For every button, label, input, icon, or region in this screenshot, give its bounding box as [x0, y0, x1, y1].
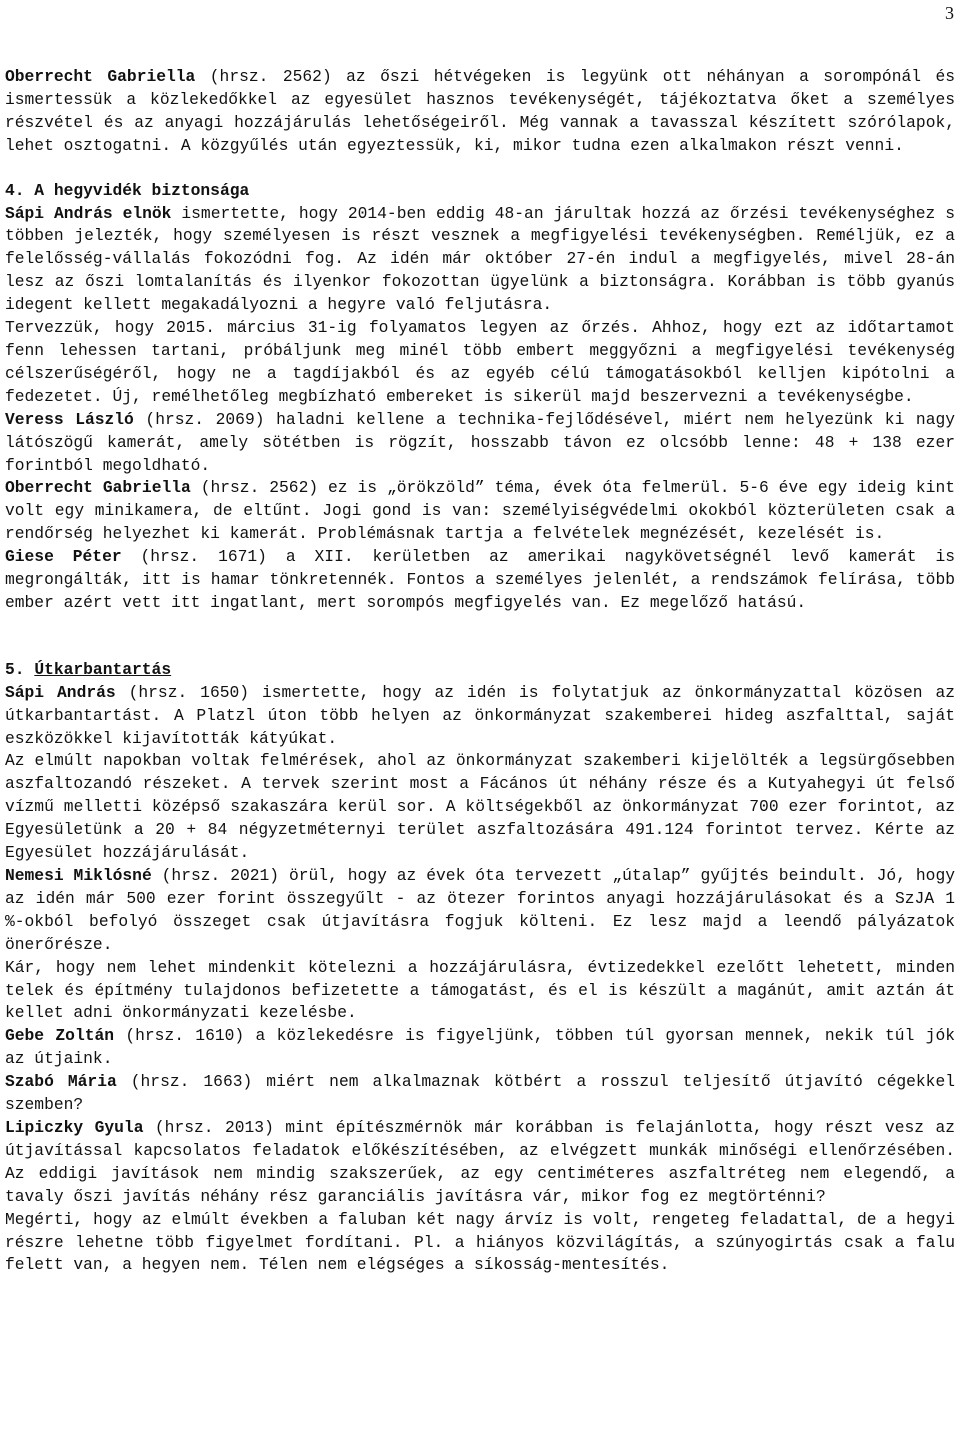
- paragraph-text: Tervezzük, hogy 2015. március 31-ig folyamatos legyen az őrzés. Ahhoz, hogy ezt az időtartamot fenn lehessen tartani, próbáljunk meg minél több embert meggyőzni a megfigyelési tevékenység célszerűségéről, hogy ne a tagdíjakból és az egyéb célú támogatásokból kelljen kipótolni a fedezetet. Új, remélhetőleg megbízható embereket is sikerül majd beszervezni a tevékenységbe.: [5, 318, 955, 406]
- section-5-paragraph-6: [5, 1071, 955, 1117]
- paragraph-text: (hrsz. 2013) mint építészmérnök már korábban is felajánlotta, hogy részt vesz az útjavítással kapcsolatos feladatok előkészítésében, az elvégzett munkák minőségi ellenőrzésében. Az eddigi javítások nem mindig szakszerűek, az egy centiméteres aszfaltréteg nem elegendő, a tavaly őszi javítás néhány rész garanciális javításra vár, mikor fog ez megtörténni?: [5, 1117, 955, 1206]
- speaker-name: Oberrecht Gabriella: [5, 67, 196, 86]
- speaker-name: Gebe Zoltán: [5, 1026, 115, 1046]
- paragraph-text: Kár, hogy nem lehet mindenkit kötelezni a hozzájárulásra, évtizedekkel ezelőtt lehetett, minden telek és építmény tulajdonos befizetette a támogatást, és el is készült a magánút, amit aztán át kellet adni önkormányzati kezelésbe.: [5, 957, 955, 1023]
- section-5-paragraph-2: [5, 750, 955, 865]
- paragraph-text: (hrsz. 2069) haladni kellene a technika-fejlődésével, miért nem helyezünk ki nagy látószögű kamerát, amely sötétben is rögzít, hosszabb távon ez olcsóbb lenne: 48 + 138 ezer forintból megoldható.: [5, 409, 956, 475]
- section-5-paragraph-8: [5, 1209, 955, 1278]
- paragraph-text: (hrsz. 1610) a közlekedésre is figyeljünk, többen túl gyorsan mennek, nekik túl jók az útjaink.: [5, 1026, 955, 1069]
- intro-paragraph: [5, 66, 955, 158]
- document-body: [5, 66, 955, 1277]
- paragraph-text: (hrsz. 2562) az őszi hétvégeken is legyünk ott néhányan a sorompónál és ismertessük a közlekedőkkel az egyesület hasznos tevékenységét, tájékoztatva őket a személyes részvétel és az anyagi hozzájárulás lehetőségeiről. Még vannak a tavasszal készített szórólapok, lehet osztogatni. A közgyűlés után egyeztessük, ki, mikor tudna ezen alkalmakon részt venni.: [5, 67, 955, 155]
- section-4-paragraph-3: [5, 409, 955, 478]
- paragraph-text: Az elmúlt napokban voltak felmérések, ahol az önkormányzat szakemberi kijelölték a legsürgősebben aszfaltozandó részeket. A tervek szerint most a Fácános út néhány része és a Kutyahegyi út felső vízmű melletti középső szakaszára kerül sor. A költségekből az önkormányzat 700 ezer forintot, az Egyesületünk a 20 + 84 négyzetméternyi terület aszfaltozására 491.124 forintot tervez. Kérte az Egyesület hozzájárulását.: [5, 751, 955, 863]
- section-5-heading: [5, 659, 955, 682]
- section-title: Útkarbantartás: [34, 659, 172, 679]
- paragraph-text: ismertette, hogy 2014-ben eddig 48-an járultak hozzá az őrzési tevékenységhez s többen jelezték, hogy személyesen is részt vesznek a megfigyelési tevékenységben. Reméljük, ez a felelősség-vállalás fokozódni fog. Az idén már október 27-én indul a megfigyelés, mivel 28-án lesz az őszi lomtalanítás és ilyenkor fokozottan ügyelünk a biztonságra. Korábban is több gyanús idegent kellett megakadályozni a hegyre való feljutásra.: [5, 203, 955, 315]
- section-number: 5.: [5, 659, 35, 679]
- speaker-name: Sápi András elnök: [5, 203, 172, 223]
- section-5-paragraph-5: [5, 1025, 955, 1071]
- paragraph-text: (hrsz. 1650) ismertette, hogy az idén is folytatjuk az önkormányzattal közösen az útkarbantartást. A Platzl úton több helyen az önkormányzat szakemberei hideg aszfalttal, saját eszközökkel kijavították kátyúkat.: [5, 682, 955, 748]
- paragraph-text: Megérti, hogy az elmúlt években a faluban két nagy árvíz is volt, rengeteg feladattal, de a hegyi részre lehetne több figyelmet fordítani. Pl. a hiányos közvilágítás, a szúnyogirtás csak a falu felett van, a hegyen nem. Télen nem elégséges a síkosság-mentesítés.: [5, 1209, 955, 1275]
- section-4-heading: 4. A hegyvidék biztonsága: [5, 180, 250, 200]
- section-5-paragraph-3: [5, 865, 955, 957]
- speaker-name: Sápi András: [5, 682, 116, 702]
- paragraph-text: (hrsz. 2021) örül, hogy az évek óta tervezett „útalap” gyűjtés beindult. Jó, hogy az idén már 500 ezer forint összegyűlt - az ötezer forintos anyagi hozzájárulásokat és a SzJA 1 %-okból befolyó összeget csak útjavításra fogjuk költeni. Ez lesz majd a leendő pályázatok önerőrésze.: [5, 866, 955, 954]
- section-5-paragraph-1: [5, 682, 955, 751]
- speaker-name: Lipiczky Gyula: [5, 1117, 144, 1137]
- speaker-name: Oberrecht Gabriella: [5, 478, 191, 498]
- speaker-name: Giese Péter: [5, 547, 122, 567]
- section-5-paragraph-7: [5, 1117, 955, 1209]
- speaker-name: Veress László: [5, 409, 134, 429]
- speaker-name: Szabó Mária: [5, 1072, 117, 1092]
- section-4-paragraph-2: [5, 317, 955, 409]
- section-5-paragraph-4: [5, 957, 955, 1026]
- section-4-paragraph-5: [5, 546, 955, 615]
- section-4-paragraph-4: [5, 477, 955, 546]
- paragraph-text: (hrsz. 1671) a XII. kerületben az amerikai nagykövetségnél levő kamerát is megrongálták, itt is hamar tönkretennék. Fontos a személyes jelenlét, a rendszámok felírása, több ember azért vett itt ingatlant, mert sorompós megfigyelés van. Ez megelőző hatású.: [5, 547, 955, 612]
- paragraph-text: (hrsz. 2562) ez is „örökzöld” téma, évek óta felmerül. 5-6 éve egy ideig kint volt egy minikamera, de eltűnt. Jogi gond is van: személyiségvédelmi okokból közterületen csak a rendőrség helyezhet ki kamerát. Problémásnak tartja a felvételek megnézését, kezelését is.: [5, 478, 955, 544]
- paragraph-text: (hrsz. 1663) miért nem alkalmaznak kötbért a rosszul teljesítő útjavító cégekkel szemben?: [5, 1072, 955, 1115]
- page-number: 3: [945, 3, 954, 23]
- speaker-name: Nemesi Miklósné: [5, 866, 152, 885]
- section-4-paragraph-1: [5, 203, 955, 318]
